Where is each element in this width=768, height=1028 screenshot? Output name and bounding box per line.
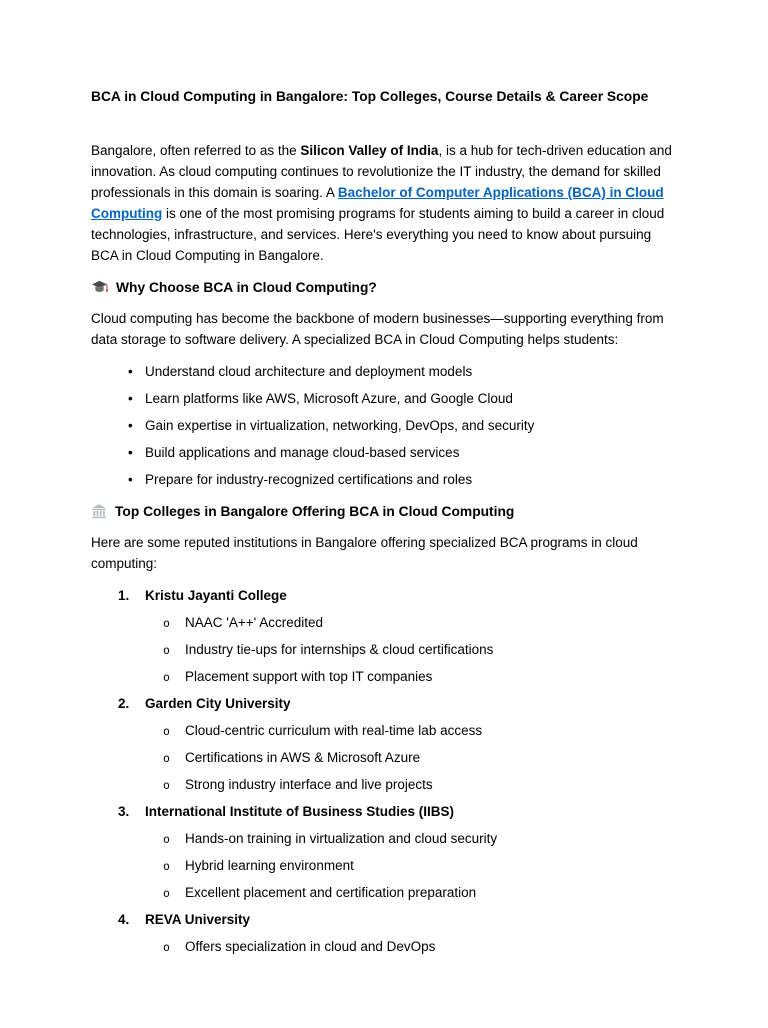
bullet-icon: • [128, 391, 133, 406]
college-point [91, 720, 677, 741]
list-item [91, 415, 677, 436]
list-number: 2. [118, 696, 130, 711]
college-name: REVA University [145, 912, 251, 927]
colleges-list [91, 585, 677, 957]
college-point [91, 747, 677, 768]
college-point-text: Cloud-centric curriculum with real-time lab access [185, 723, 483, 738]
college-point [91, 666, 677, 687]
circle-bullet-icon: o [163, 885, 170, 900]
college-point-text: Hands-on training in virtualization and cloud security [185, 831, 498, 846]
why-bullet-list [91, 361, 677, 490]
classical-building-icon [91, 504, 107, 519]
list-item [91, 361, 677, 382]
intro-text-2: , is a hub for tech-driven education and innovation. As cloud computing continues to revolutionize the IT industry, the demand for skilled professionals in this domain is soaring. A [91, 143, 672, 200]
bullet-text: Gain expertise in virtualization, networking, DevOps, and security [145, 418, 535, 433]
list-item [91, 388, 677, 409]
page-title: BCA in Cloud Computing in Bangalore: Top Colleges, Course Details & Career Scope [91, 89, 649, 104]
college-point [91, 828, 677, 849]
list-number: 3. [118, 804, 130, 819]
college-point-text: Offers specialization in cloud and DevOps [185, 939, 436, 954]
college-item [91, 585, 677, 606]
circle-bullet-icon: o [163, 831, 170, 846]
college-item [91, 693, 677, 714]
graduation-cap-icon [91, 280, 108, 295]
college-point [91, 882, 677, 903]
college-item [91, 801, 677, 822]
colleges-lead-paragraph: Here are some reputed institutions in Bangalore offering specialized BCA programs in cloud computing: [91, 535, 638, 571]
college-name: International Institute of Business Studies (IIBS) [145, 804, 455, 819]
bullet-icon: • [128, 445, 133, 460]
college-point-text: Hybrid learning environment [185, 858, 354, 873]
circle-bullet-icon: o [163, 750, 170, 765]
heading-text: Top Colleges in Bangalore Offering BCA in Cloud Computing [115, 504, 515, 519]
bullet-icon: • [128, 472, 133, 487]
list-number: 1. [118, 588, 130, 603]
circle-bullet-icon: o [163, 939, 170, 954]
circle-bullet-icon: o [163, 777, 170, 792]
bullet-text: Prepare for industry-recognized certifications and roles [145, 472, 473, 487]
college-name: Garden City University [145, 696, 291, 711]
college-point-text: Strong industry interface and live projects [185, 777, 433, 792]
college-point [91, 774, 677, 795]
circle-bullet-icon: o [163, 858, 170, 873]
section-heading-top-colleges [91, 501, 677, 522]
bullet-text: Understand cloud architecture and deployment models [145, 364, 473, 379]
college-name: Kristu Jayanti College [145, 588, 287, 603]
college-point-text: Certifications in AWS & Microsoft Azure [185, 750, 421, 765]
circle-bullet-icon: o [163, 615, 170, 630]
bullet-text: Learn platforms like AWS, Microsoft Azure, and Google Cloud [145, 391, 513, 406]
college-point [91, 936, 677, 957]
circle-bullet-icon: o [163, 642, 170, 657]
list-number: 4. [118, 912, 130, 927]
intro-text-1: Bangalore, often referred to as the [91, 143, 301, 158]
college-point [91, 639, 677, 660]
college-point-text: Excellent placement and certification preparation [185, 885, 477, 900]
circle-bullet-icon: o [163, 669, 170, 684]
college-point-text: Industry tie-ups for internships & cloud certifications [185, 642, 494, 657]
bullet-text: Build applications and manage cloud-based services [145, 445, 460, 460]
circle-bullet-icon: o [163, 723, 170, 738]
bca-cloud-computing-link[interactable]: Bachelor of Computer Applications (BCA) in Cloud Computing [91, 185, 664, 221]
list-item [91, 442, 677, 463]
list-item [91, 469, 677, 490]
why-lead-paragraph: Cloud computing has become the backbone of modern businesses—supporting everything from data storage to software delivery. A specialized BCA in Cloud Computing helps students: [91, 311, 664, 347]
intro-bold-silicon-valley: Silicon Valley of India [300, 143, 439, 158]
intro-text-3: is one of the most promising programs for students aiming to build a career in cloud technologies, infrastructure, and services. Here's everything you need to know about pursuing BCA in Cloud Computing in Bangalore. [91, 206, 665, 263]
college-point [91, 612, 677, 633]
bullet-icon: • [128, 364, 133, 379]
college-point [91, 855, 677, 876]
college-point-text: Placement support with top IT companies [185, 669, 433, 684]
bullet-icon: • [128, 418, 133, 433]
college-point-text: NAAC 'A++' Accredited [185, 615, 323, 630]
college-item [91, 909, 677, 930]
heading-text: Why Choose BCA in Cloud Computing? [116, 280, 377, 295]
intro-paragraph [91, 140, 677, 266]
section-heading-why-choose [91, 277, 677, 298]
